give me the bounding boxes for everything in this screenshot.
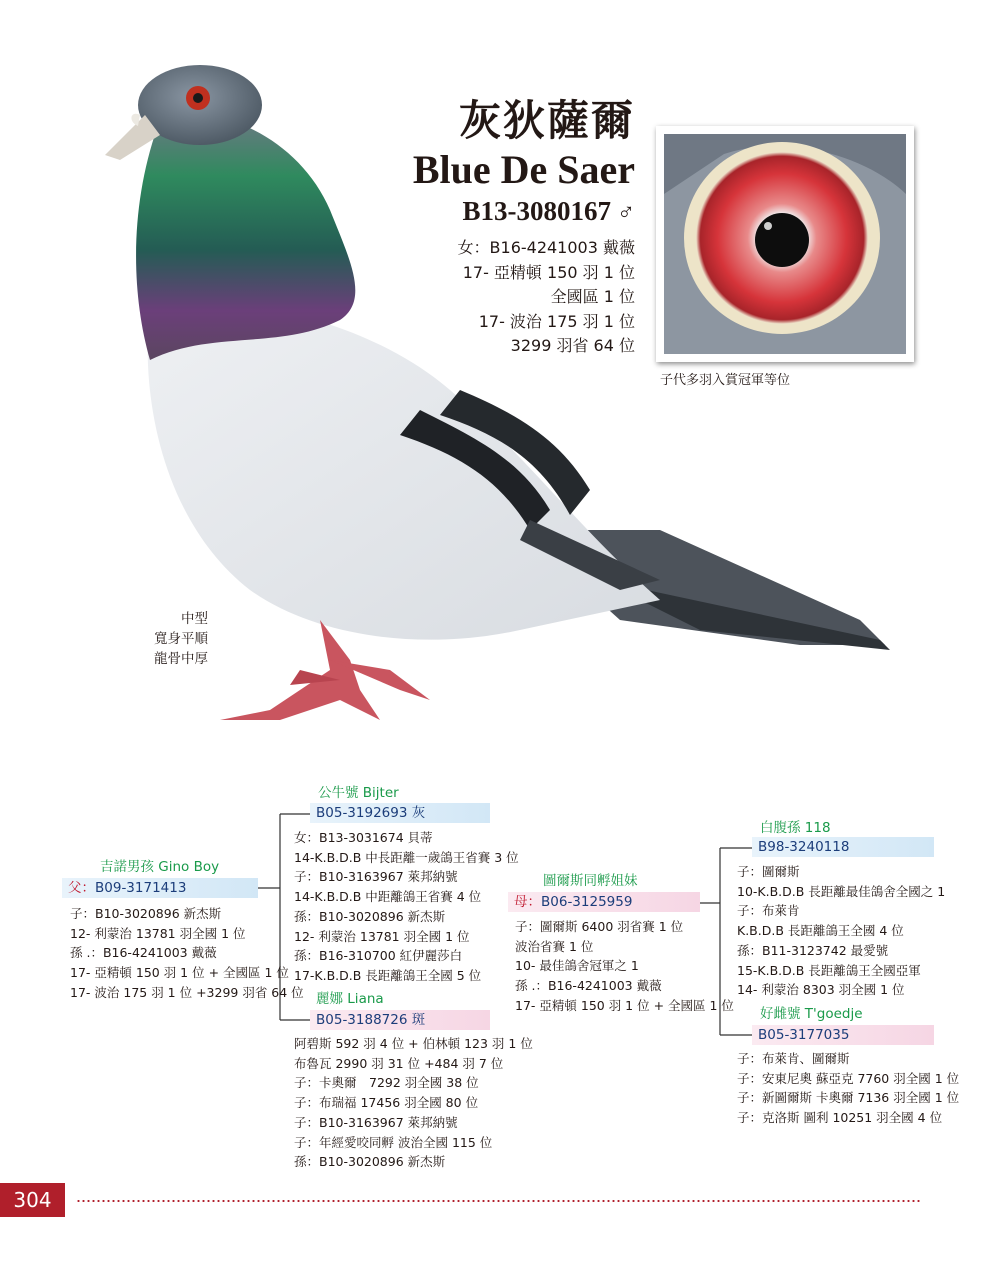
detail-line: 14-K.B.D.B 中長距離一歲鴿王省賽 3 位 (294, 849, 519, 865)
sire-details (70, 904, 304, 1003)
dam-dam-ring: B05-3177035 (758, 1027, 850, 1043)
detail-line: 子：B10-3163967 萊邦納號 (294, 1114, 458, 1130)
body-notes (130, 609, 208, 669)
sire-dam-ring-box (310, 1010, 490, 1030)
sire-dam-details (294, 1034, 533, 1172)
male-icon: ♂ (617, 200, 635, 226)
detail-line: 布魯瓦 2990 羽 31 位 +484 羽 7 位 (294, 1055, 504, 1071)
detail-line: 子：克洛斯 圖利 10251 羽全國 4 位 (737, 1110, 943, 1126)
detail-line: 子：布萊肯 (737, 903, 800, 919)
detail-line: 12- 利蒙治 13781 羽全國 1 位 (294, 928, 470, 944)
achievement-line: 全國區 1 位 (550, 287, 635, 306)
sire-dam-ring: B05-3188726 斑 (316, 1012, 426, 1028)
eye-caption: 子代多羽入賞冠軍等位 (660, 373, 791, 388)
pigeon-ring-number (330, 196, 635, 227)
detail-line: 10- 最佳鴿舍冠軍之 1 (515, 958, 639, 974)
achievement-line: 17- 亞精頓 150 羽 1 位 (462, 262, 635, 282)
dam-name: 圖爾斯同孵姐妹 (543, 873, 638, 889)
dam-ring-box (508, 892, 700, 912)
detail-line: 17-K.B.D.B 長距離鴿王全國 5 位 (294, 967, 482, 983)
body-note: 中型 (181, 611, 208, 627)
achievement-line: 女：B16-4241003 戴薇 (457, 238, 635, 257)
detail-line: 孫 .：B16-4241003 戴薇 (515, 978, 662, 994)
detail-line: 孫：B10-3020896 新杰斯 (294, 1154, 446, 1170)
detail-line: 子：新圖爾斯 卡奧爾 7136 羽全國 1 位 (737, 1090, 960, 1106)
detail-line: 子：圖爾斯 6400 羽省賽 1 位 (515, 919, 684, 934)
dam-label: 母： (514, 894, 541, 910)
sire-sire-ring: B05-3192693 灰 (316, 805, 426, 821)
detail-line: 12- 利蒙治 13781 羽全國 1 位 (70, 925, 246, 941)
sire-ring-box (62, 878, 258, 898)
detail-line: 女：B13-3031674 貝蒂 (294, 830, 433, 845)
detail-line: 15-K.B.D.B 長距離鴿王全國亞軍 (737, 962, 921, 978)
body-note: 龍骨中厚 (154, 651, 208, 667)
sire-dam-name: 麗娜 Liana (316, 991, 384, 1007)
page-number: 304 (0, 1183, 65, 1217)
dam-dam-details (737, 1049, 959, 1128)
body-note: 寬身平順 (154, 631, 208, 647)
detail-line: K.B.D.B 長距離鴿王全國 4 位 (737, 923, 904, 939)
detail-line: 17- 亞精頓 150 羽 1 位 + 全國區 1 位 (515, 997, 734, 1013)
dotted-divider (76, 1200, 922, 1202)
detail-line: 子：卡奧爾 7292 羽全國 38 位 (294, 1075, 479, 1091)
dam-sire-details (737, 862, 945, 1000)
dam-dam-ring-box (752, 1025, 934, 1045)
eye-image (664, 134, 906, 354)
detail-line: 10-K.B.D.B 長距離最佳鴿舍全國之 1 (737, 883, 946, 899)
pigeon-english-name: Blue De Saer (412, 147, 635, 192)
dam-dam-name: 好雌號 T'goedje (760, 1006, 863, 1022)
detail-line: 孫：B10-3020896 新杰斯 (294, 908, 446, 924)
sire-sire-details (294, 828, 519, 986)
ring-number-text: B13-3080167 (462, 196, 611, 226)
detail-line: 子：年經愛咬同孵 波治全國 115 位 (294, 1134, 493, 1150)
detail-line: 波治省賽 1 位 (515, 938, 594, 954)
detail-line: 17- 波治 175 羽 1 位 +3299 羽省 64 位 (70, 984, 304, 1000)
detail-line: 14- 利蒙治 8303 羽全國 1 位 (737, 982, 905, 998)
dam-sire-ring-box (752, 837, 934, 857)
detail-line: 阿碧斯 592 羽 4 位 + 伯林頓 123 羽 1 位 (294, 1036, 533, 1051)
dam-ring: B06-3125959 (541, 894, 633, 910)
detail-line: 14-K.B.D.B 中距離鴿王省賽 4 位 (294, 889, 482, 905)
sire-sire-ring-box (310, 803, 490, 823)
pigeon-chinese-name: 灰狄薩爾 (458, 96, 635, 145)
achievement-line: 17- 波治 175 羽 1 位 (478, 311, 635, 331)
sire-name: 吉諾男孩 Gino Boy (100, 859, 220, 875)
dam-sire-ring: B98-3240118 (758, 839, 850, 855)
detail-line: 子：布瑞福 17456 羽全國 80 位 (294, 1095, 479, 1111)
detail-line: 子：B10-3020896 新杰斯 (70, 906, 222, 921)
detail-line: 孫：B16-310700 紅伊麗莎白 (294, 948, 463, 964)
achievement-line: 3299 羽省 64 位 (510, 336, 635, 355)
detail-line: 孫 .：B16-4241003 戴薇 (70, 945, 217, 961)
detail-line: 子：B10-3163967 萊邦納號 (294, 869, 458, 885)
detail-line: 孫：B11-3123742 最愛號 (737, 942, 889, 958)
sire-ring: B09-3171413 (95, 880, 187, 896)
sire-label: 父： (68, 880, 95, 896)
detail-line: 17- 亞精頓 150 羽 1 位 + 全國區 1 位 (70, 965, 289, 981)
dam-sire-name: 白腹孫 118 (760, 820, 831, 836)
detail-line: 子：布萊肯、圖爾斯 (737, 1051, 850, 1066)
achievement-list (330, 236, 635, 359)
detail-line: 子：圖爾斯 (737, 864, 800, 879)
dam-details (515, 917, 734, 1016)
eye-photo (656, 126, 914, 362)
detail-line: 子：安東尼奧 蘇亞克 7760 羽全國 1 位 (737, 1070, 960, 1086)
sire-sire-name: 公牛號 Bijter (318, 785, 399, 801)
